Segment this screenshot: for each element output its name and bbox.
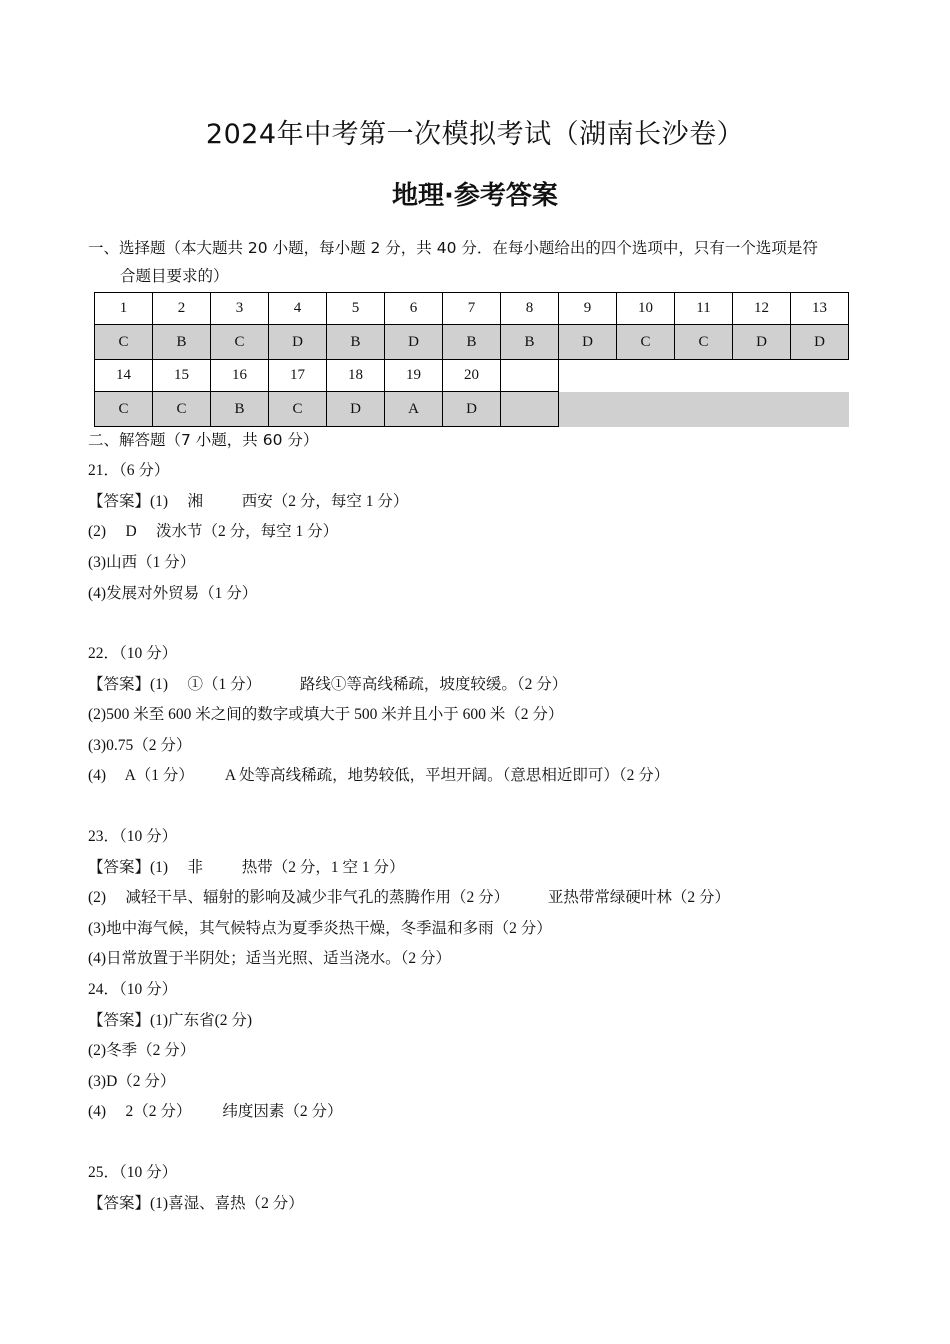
table-cell-empty: [791, 392, 849, 427]
table-cell: 18: [327, 360, 385, 392]
question-heading-24: 24．（10 分）: [88, 981, 178, 998]
table-cell: C: [617, 325, 675, 360]
question-heading-22: 22．（10 分）: [88, 645, 178, 662]
table-cell: 7: [443, 293, 501, 325]
answer-line: 【答案】(1) 湘 西安（2 分，每空 1 分）: [88, 493, 409, 510]
answer-line: (2) 减轻干旱、辐射的影响及减少非气孔的蒸腾作用（2 分） 亚热带常绿硬叶林（2 分）: [88, 889, 730, 906]
table-cell: 4: [269, 293, 327, 325]
section-heading-answers: 二、解答题（7 小题，共 60 分）: [88, 431, 319, 449]
table-cell: D: [327, 392, 385, 427]
table-cell: [501, 360, 559, 392]
table-cell: 14: [95, 360, 153, 392]
table-cell: 19: [385, 360, 443, 392]
table-row-numbers-2: [95, 360, 849, 392]
table-cell: 20: [443, 360, 501, 392]
answer-line: (4) 2（2 分） 纬度因素（2 分）: [88, 1103, 343, 1120]
table-cell: A: [385, 392, 443, 427]
table-cell: B: [501, 325, 559, 360]
table-cell: 8: [501, 293, 559, 325]
answer-line: (3)0.75（2 分）: [88, 737, 192, 754]
choice-heading-line2: 合题目要求的）: [120, 267, 229, 285]
table-cell: 10: [617, 293, 675, 325]
answer-table: [94, 292, 849, 427]
table-cell: C: [95, 325, 153, 360]
table-cell-empty: [675, 392, 733, 427]
table-cell-empty: [559, 392, 617, 427]
page-title: 2024年中考第一次模拟考试（湖南长沙卷）: [205, 119, 745, 150]
answer-line: 【答案】(1)喜湿、喜热（2 分）: [88, 1195, 304, 1212]
table-cell: 1: [95, 293, 153, 325]
table-cell: 15: [153, 360, 211, 392]
table-cell: D: [385, 325, 443, 360]
answer-line: (3)山西（1 分）: [88, 554, 196, 571]
table-cell-empty: [733, 360, 791, 392]
table-cell: D: [791, 325, 849, 360]
table-row-numbers-1: [95, 293, 849, 325]
answer-line: (4)发展对外贸易（1 分）: [88, 585, 258, 602]
question-heading-23: 23．（10 分）: [88, 828, 178, 845]
question-heading-25: 25．（10 分）: [88, 1164, 178, 1181]
table-cell: 13: [791, 293, 849, 325]
table-cell-empty: [617, 360, 675, 392]
table-cell: D: [733, 325, 791, 360]
table-cell: 2: [153, 293, 211, 325]
page-subtitle: 地理·参考答案: [392, 181, 558, 211]
choice-heading-line1: 一、选择题（本大题共 20 小题，每小题 2 分，共 40 分．在每小题给出的四个选项中，只有一个选项是符: [88, 239, 818, 257]
table-cell: C: [675, 325, 733, 360]
question-heading-21: 21．（6 分）: [88, 462, 170, 479]
table-cell: B: [327, 325, 385, 360]
section-choice-heading: [88, 234, 878, 290]
answer-line: 【答案】(1)广东省(2 分): [88, 1012, 253, 1029]
table-cell: [501, 392, 559, 427]
table-cell: 3: [211, 293, 269, 325]
table-cell-empty: [617, 392, 675, 427]
table-cell: 17: [269, 360, 327, 392]
answer-line: (3)D（2 分）: [88, 1073, 176, 1090]
table-cell: C: [269, 392, 327, 427]
table-cell-empty: [559, 360, 617, 392]
table-cell: 12: [733, 293, 791, 325]
table-cell: 16: [211, 360, 269, 392]
table-row-answers-2: [95, 392, 849, 427]
answer-line: (4) A（1 分） A 处等高线稀疏，地势较低，平坦开阔。（意思相近即可）（2 分）: [88, 767, 670, 784]
table-cell: 11: [675, 293, 733, 325]
table-row-answers-1: [95, 325, 849, 360]
table-cell: C: [153, 392, 211, 427]
answer-line: (2) D 泼水节（2 分，每空 1 分）: [88, 523, 339, 540]
table-cell: 9: [559, 293, 617, 325]
table-cell: 6: [385, 293, 443, 325]
table-cell-empty: [791, 360, 849, 392]
answer-line: (3)地中海气候，其气候特点为夏季炎热干燥，冬季温和多雨（2 分）: [88, 920, 552, 937]
table-cell-empty: [675, 360, 733, 392]
table-cell: D: [559, 325, 617, 360]
table-cell: C: [211, 325, 269, 360]
answer-line: (4)日常放置于半阴处；适当光照、适当浇水。（2 分）: [88, 950, 451, 967]
table-cell: D: [443, 392, 501, 427]
answer-line: 【答案】(1) ①（1 分） 路线①等高线稀疏，坡度较缓。（2 分）: [88, 676, 568, 693]
table-cell: B: [443, 325, 501, 360]
table-cell: C: [95, 392, 153, 427]
table-cell: B: [153, 325, 211, 360]
table-cell: B: [211, 392, 269, 427]
table-cell: 5: [327, 293, 385, 325]
table-cell: D: [269, 325, 327, 360]
answer-line: (2)冬季（2 分）: [88, 1042, 196, 1059]
answer-line: 【答案】(1) 非 热带（2 分，1 空 1 分）: [88, 859, 405, 876]
table-cell-empty: [733, 392, 791, 427]
answer-line: (2)500 米至 600 米之间的数字或填大于 500 米并且小于 600 米（2 分）: [88, 706, 564, 723]
